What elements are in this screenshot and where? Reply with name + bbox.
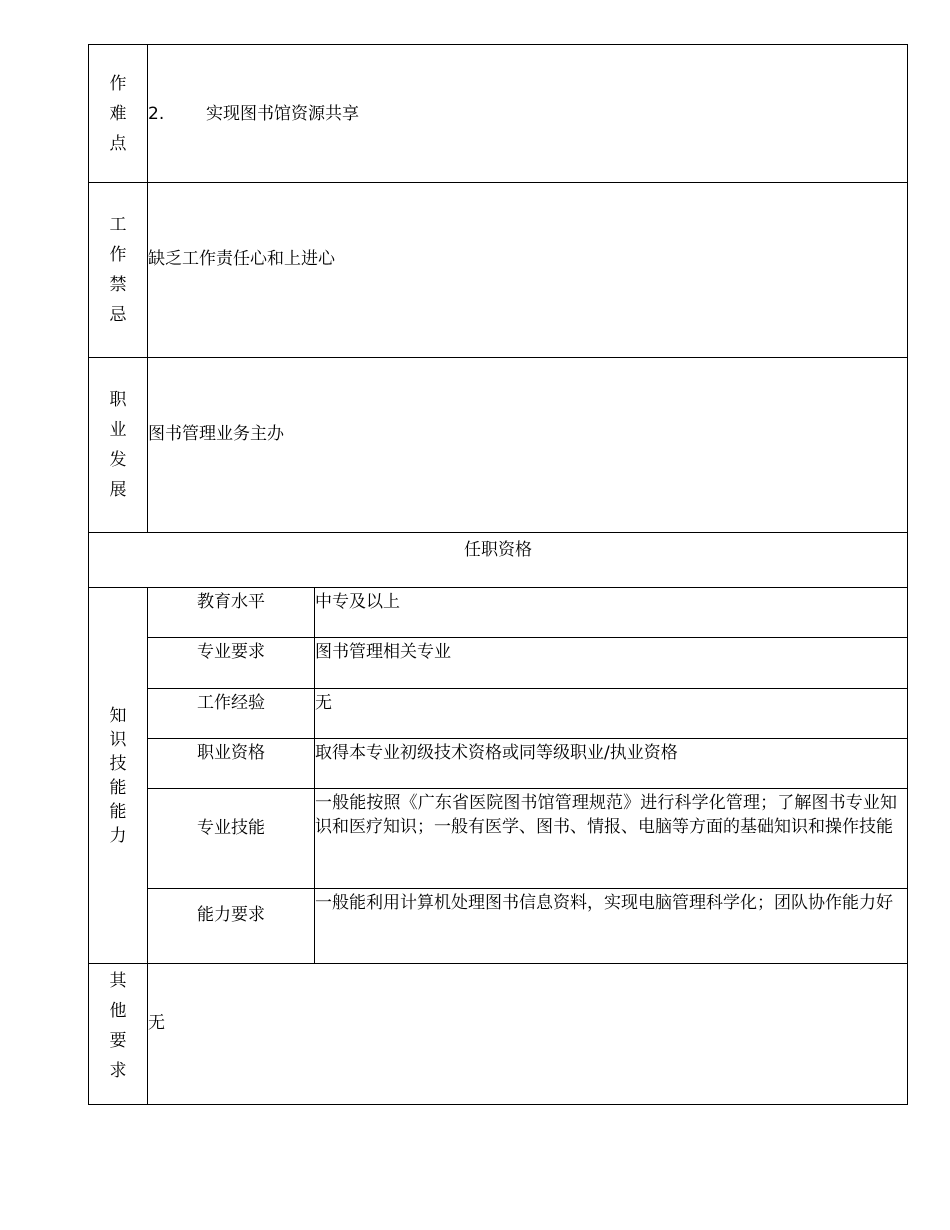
major-label: 专业要求 [148,638,315,689]
taboo-text: 缺乏工作责任心和上进心 [148,249,335,269]
skills-label: 知识技能能力 [109,705,127,846]
career-label: 职业发展 [109,390,127,500]
taboo-label-cell [89,183,148,358]
other-content [148,964,908,1105]
taboo-row [89,183,908,358]
career-content [148,358,908,533]
experience-value: 无 [315,689,908,739]
other-label: 其他要求 [109,971,127,1081]
difficulty-label: 作难点 [109,73,127,154]
difficulty-row [89,45,908,183]
taboo-content [148,183,908,358]
skills-row-major [89,638,908,689]
professional-skill-value: 一般能按照《广东省医院图书馆管理规范》进行科学化管理；了解图书专业知识和医疗知识；一般有医学、图书、情报、电脑等方面的基础知识和操作技能 [315,789,908,889]
other-row [89,964,908,1105]
skills-row-education [89,588,908,638]
skills-row-certificate [89,739,908,789]
difficulty-text: 实现图书馆资源共享 [206,103,359,124]
education-label: 教育水平 [148,588,315,638]
certificate-label: 职业资格 [148,739,315,789]
other-label-cell [89,964,148,1105]
career-label-cell [89,358,148,533]
other-text: 无 [148,1013,165,1033]
job-description-table [88,44,908,1105]
difficulty-number: 2. [148,103,165,124]
skills-row-experience [89,689,908,739]
difficulty-content [148,45,908,183]
skills-label-cell [89,588,148,964]
qualification-title-row [89,533,908,588]
skills-row-professional [89,789,908,889]
major-value: 图书管理相关专业 [315,638,908,689]
difficulty-label-cell [89,45,148,183]
ability-label: 能力要求 [148,889,315,964]
certificate-value: 取得本专业初级技术资格或同等级职业/执业资格 [315,739,908,789]
ability-value: 一般能利用计算机处理图书信息资料，实现电脑管理科学化；团队协作能力好 [315,889,908,964]
education-value: 中专及以上 [315,588,908,638]
qualification-title: 任职资格 [89,533,908,588]
skills-row-ability [89,889,908,964]
career-row [89,358,908,533]
taboo-label: 工作禁忌 [109,215,127,325]
professional-skill-label: 专业技能 [148,789,315,889]
experience-label: 工作经验 [148,689,315,739]
career-text: 图书管理业务主办 [148,424,284,444]
